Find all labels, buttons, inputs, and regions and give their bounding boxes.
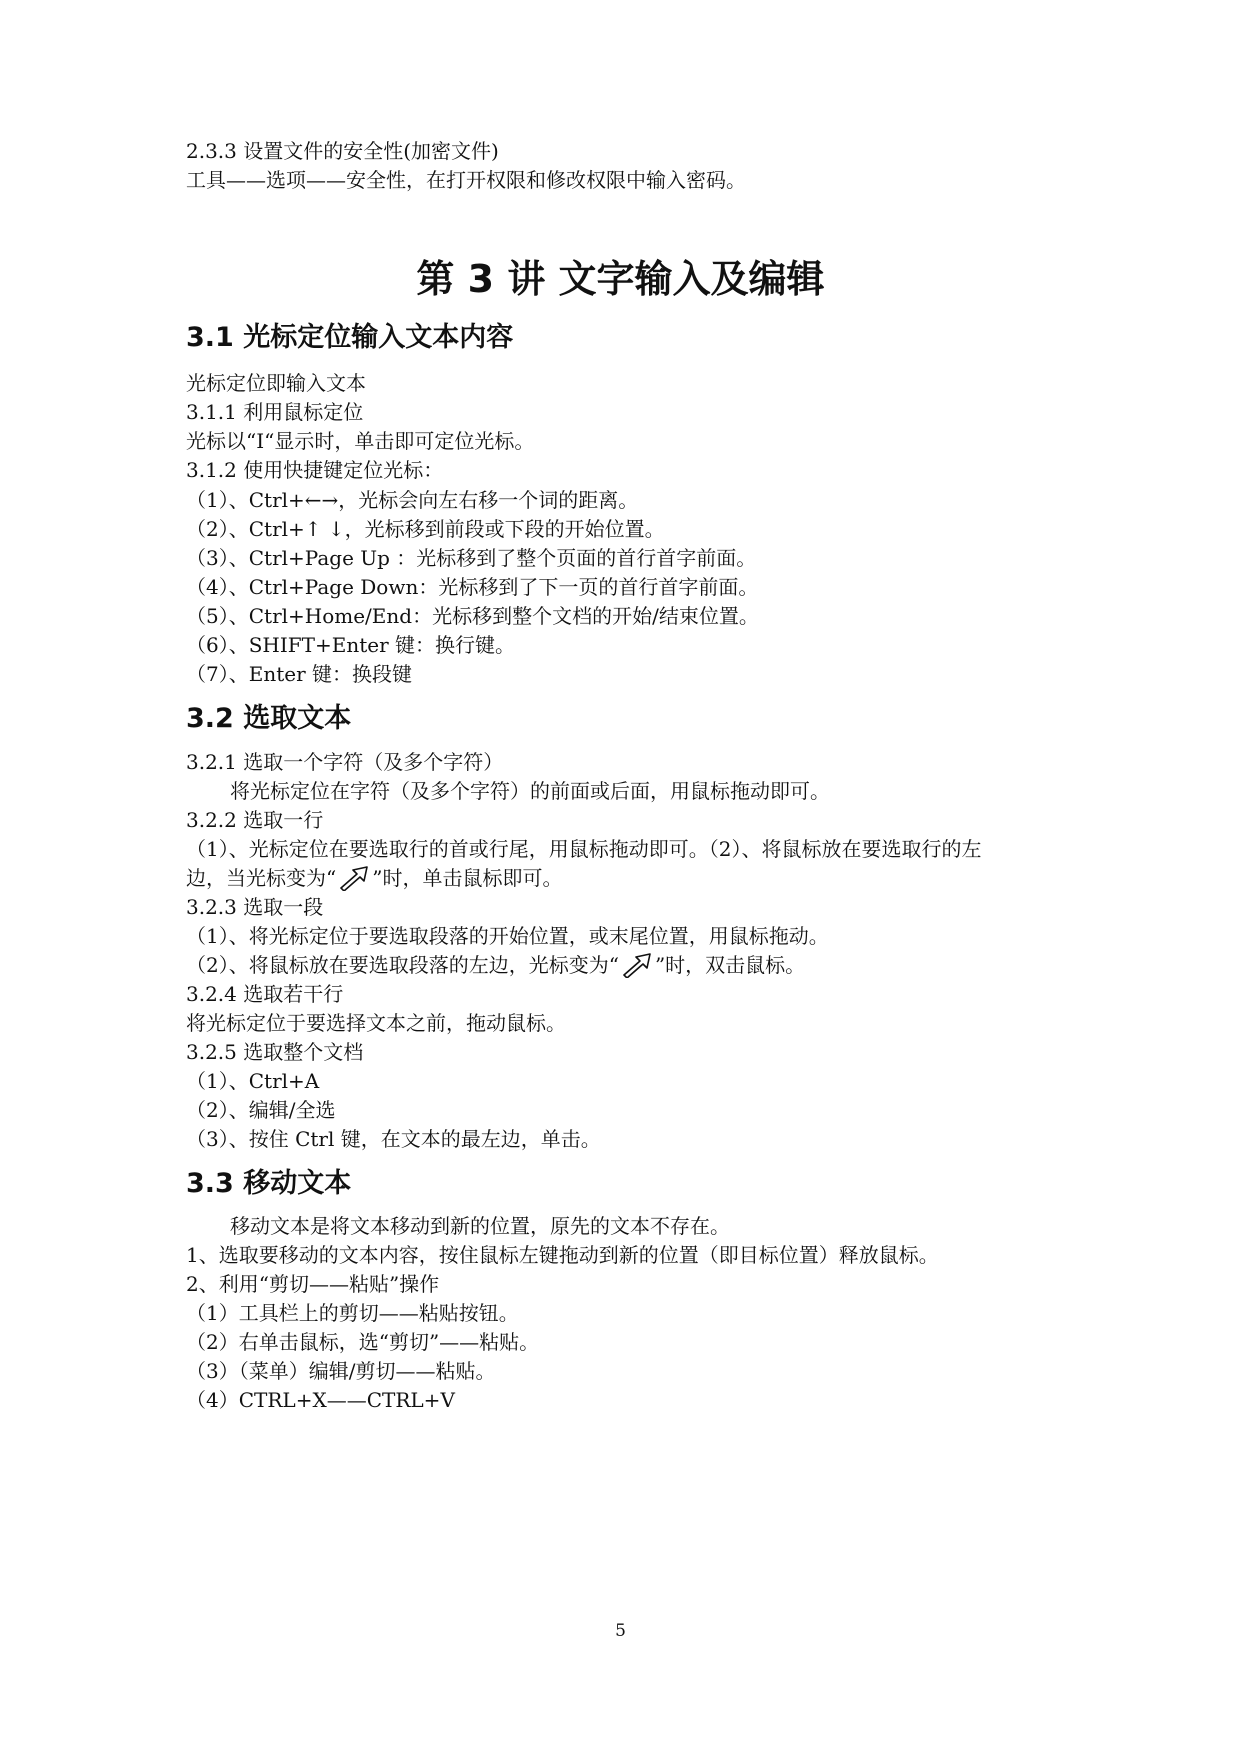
section-3-1-heading: 3.1 光标定位输入文本内容 [186,322,514,353]
section-3-2-2-line-1: （1）、光标定位在要选取行的首或行尾，用鼠标拖动即可。（2）、将鼠标放在要选取行的左 [186,837,982,861]
section-3-1-1-text: 光标以“I“显示时，单击即可定位光标。 [186,429,535,453]
section-3-2-3-line-2 [186,952,805,978]
list-item: （1）、Ctrl+A [186,1069,320,1093]
section-2-3-3-text: 工具——选项——安全性，在打开权限和修改权限中输入密码。 [186,168,746,192]
section-3-1-1-heading: 3.1.1 利用鼠标定位 [186,400,364,424]
list-item: （6）、SHIFT+Enter 键：换行键。 [186,633,516,657]
list-item: （4）、Ctrl+Page Down：光标移到了下一页的首行首字前面。 [186,575,759,599]
section-3-2-4-text: 将光标定位于要选择文本之前，拖动鼠标。 [186,1011,566,1035]
select-arrow-icon [336,865,372,891]
list-item: （1）、Ctrl+←→，光标会向左右移一个词的距离。 [186,488,639,512]
section-3-2-1-text: 将光标定位在字符（及多个字符）的前面或后面，用鼠标拖动即可。 [230,779,830,803]
select-arrow-icon [619,952,655,978]
section-3-2-1-heading: 3.2.1 选取一个字符（及多个字符） [186,750,504,774]
section-3-3-paragraph-2: 2、利用“剪切——粘贴”操作 [186,1272,440,1296]
line-text-after-icon: ”时，单击鼠标即可。 [372,866,563,890]
section-3-2-3-line-1: （1）、将光标定位于要选取段落的开始位置，或末尾位置，用鼠标拖动。 [186,924,829,948]
list-item: （3）、Ctrl+Page Up ：光标移到了整个页面的首行首字前面。 [186,546,757,570]
chapter-title: 第 3 讲 文字输入及编辑 [416,257,825,301]
line-text-before-icon: （2）、将鼠标放在要选取段落的左边，光标变为“ [186,953,619,977]
list-item: （1）工具栏上的剪切——粘贴按钮。 [186,1301,519,1325]
section-2-3-3-heading: 2.3.3 设置文件的安全性(加密文件) [186,139,499,163]
page-number: 5 [615,1621,626,1641]
section-3-2-5-heading: 3.2.5 选取整个文档 [186,1040,364,1064]
section-3-2-4-heading: 3.2.4 选取若干行 [186,982,344,1006]
list-item: （7）、Enter 键：换段键 [186,662,412,686]
section-3-2-2-line-2 [186,865,562,891]
list-item: （4）CTRL+X——CTRL+V [186,1388,455,1412]
list-item: （2）右单击鼠标，选“剪切”——粘贴。 [186,1330,540,1354]
list-item: （3）（菜单）编辑/剪切——粘贴。 [186,1359,496,1383]
section-3-1-2-heading: 3.1.2 使用快捷键定位光标： [186,458,444,482]
section-3-2-2-heading: 3.2.2 选取一行 [186,808,324,832]
line-text-before-icon: 边，当光标变为“ [186,866,337,890]
section-3-3-heading: 3.3 移动文本 [186,1168,352,1199]
section-3-2-heading: 3.2 选取文本 [186,703,352,734]
section-3-1-intro: 光标定位即输入文本 [186,371,366,395]
list-item: （5）、Ctrl+Home/End：光标移到整个文档的开始/结束位置。 [186,604,759,628]
list-item: （2）、编辑/全选 [186,1098,336,1122]
section-3-3-paragraph-1: 1、选取要移动的文本内容，按住鼠标左键拖动到新的位置（即目标位置）释放鼠标。 [186,1243,939,1267]
line-text-after-icon: ”时，双击鼠标。 [654,953,806,977]
section-3-3-intro: 移动文本是将文本移动到新的位置，原先的文本不存在。 [230,1214,730,1238]
section-3-2-3-heading: 3.2.3 选取一段 [186,895,324,919]
list-item: （2）、Ctrl+↑ ↓，光标移到前段或下段的开始位置。 [186,517,665,541]
list-item: （3）、按住 Ctrl 键，在文本的最左边，单击。 [186,1127,601,1151]
